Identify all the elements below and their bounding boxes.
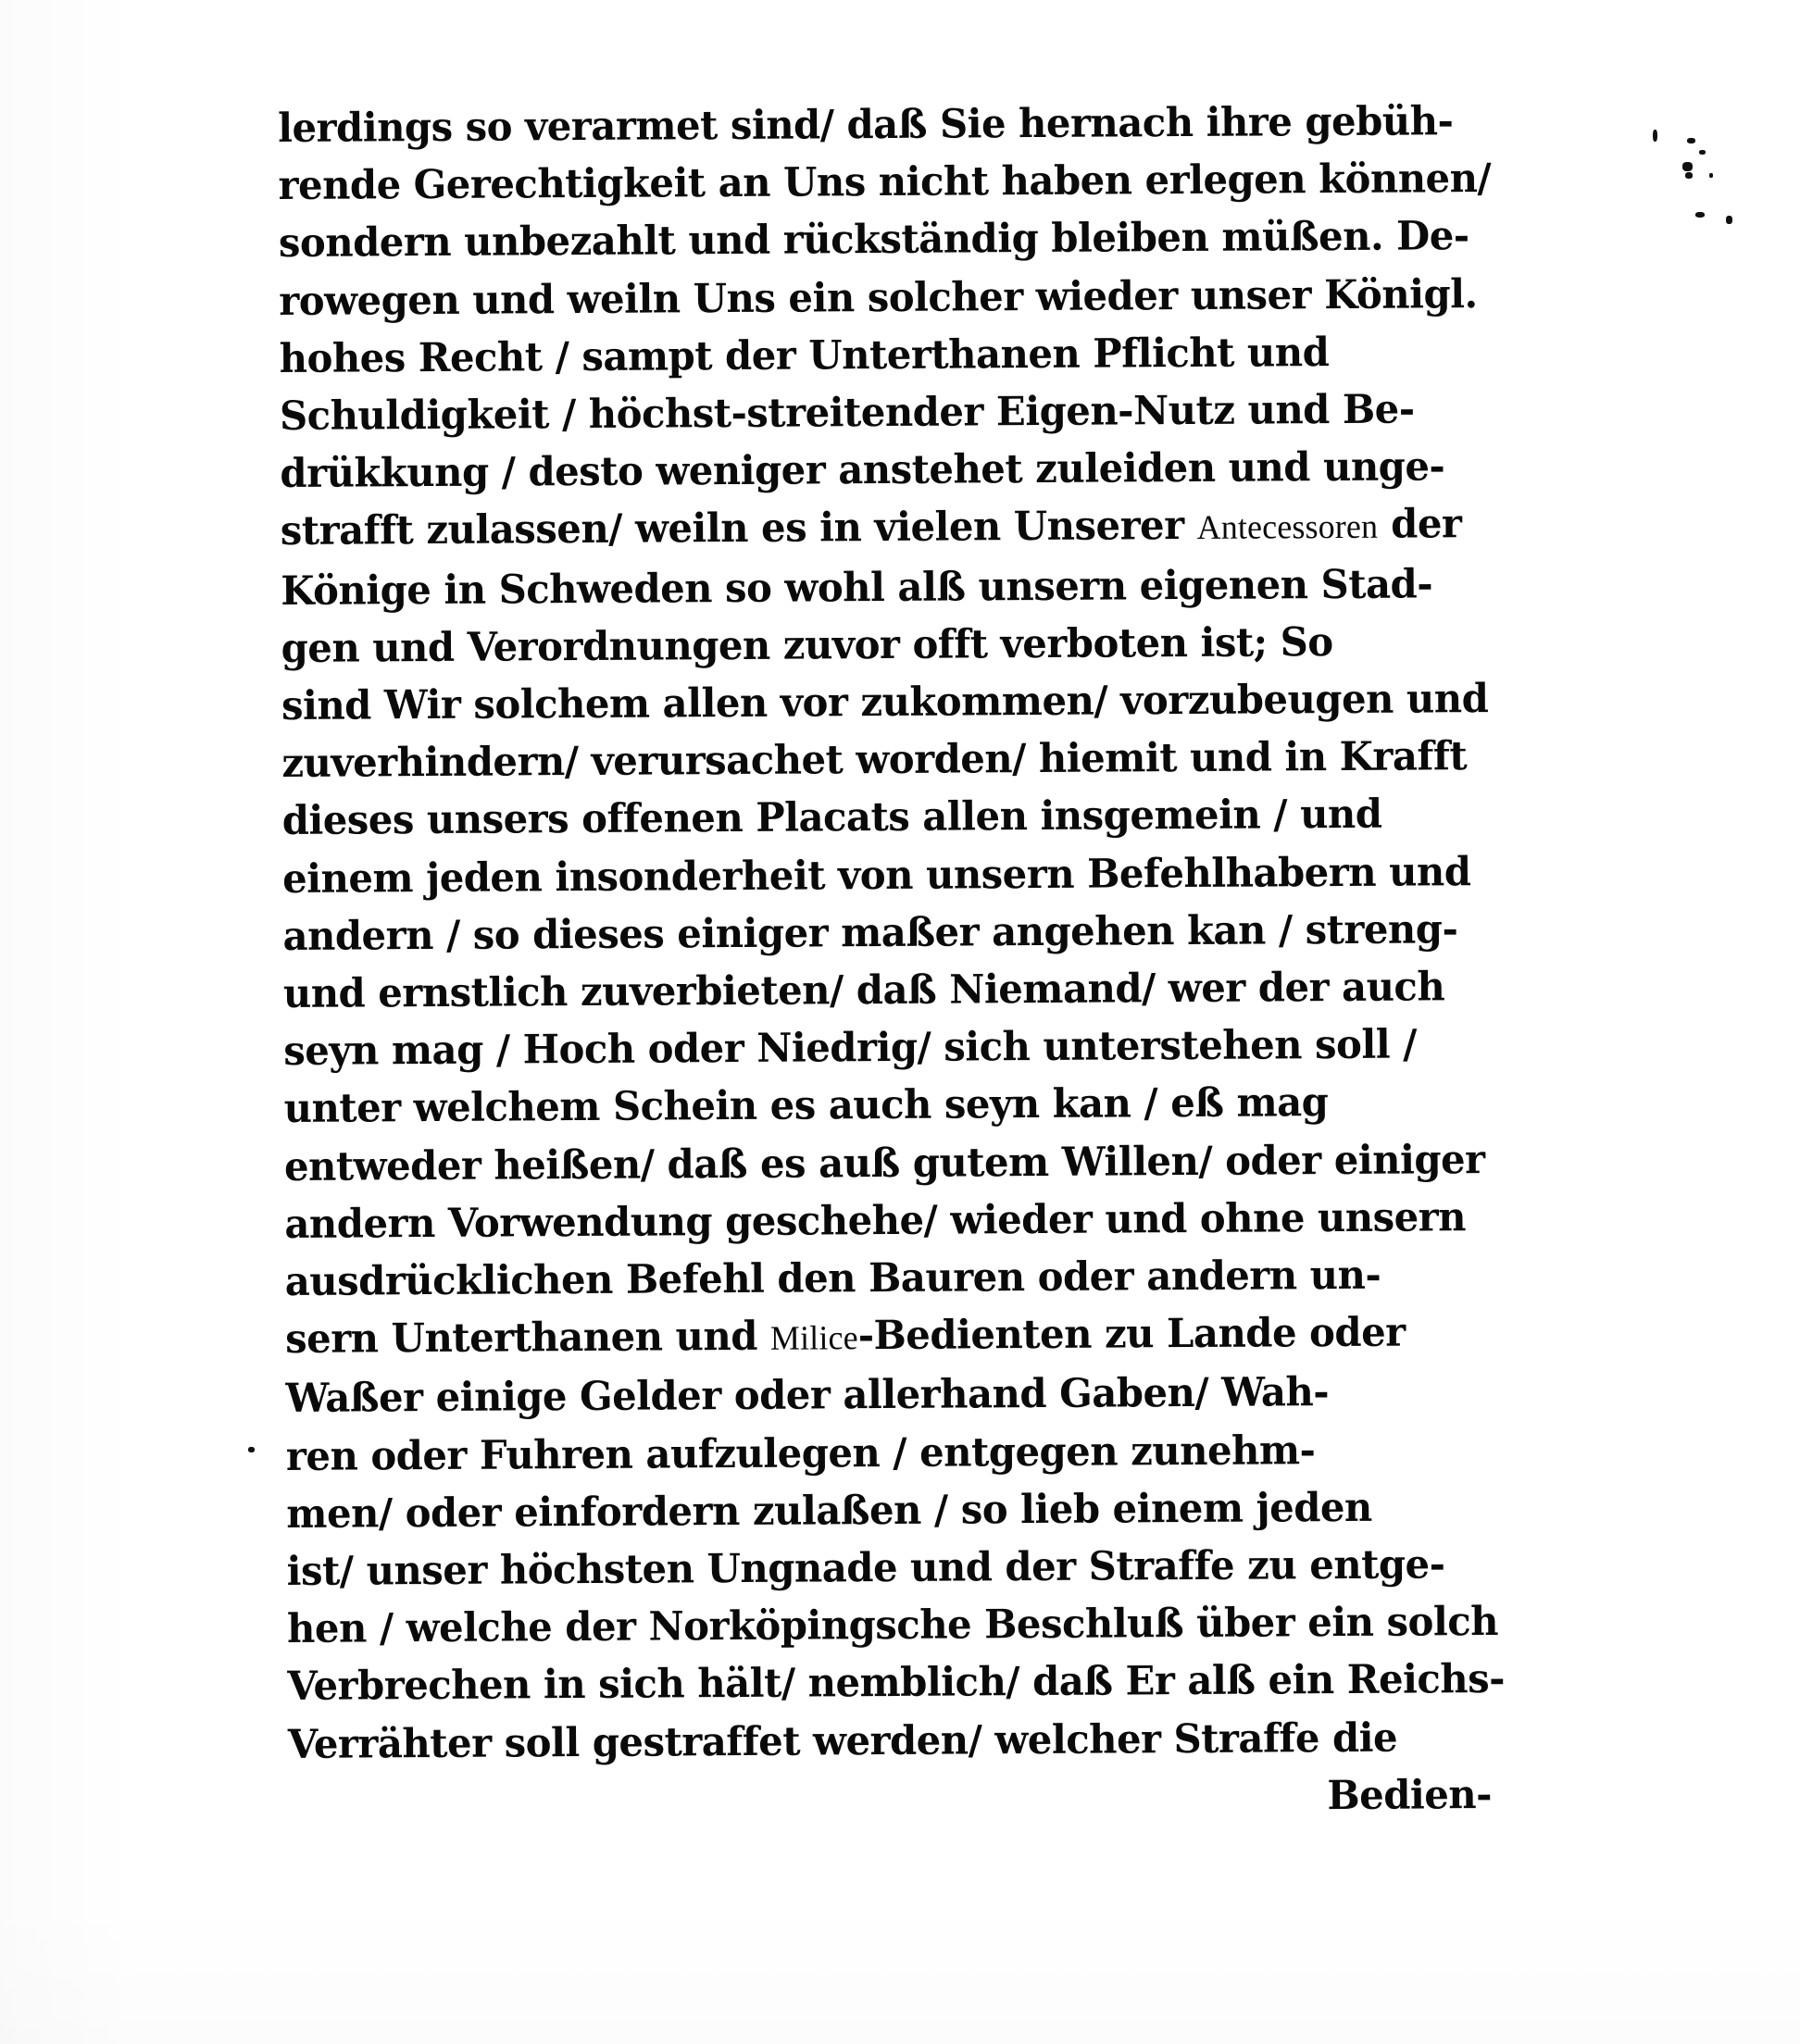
text-line: seyn mag / Hoch oder Niedrig/ sich unterstehen soll /: [283, 1021, 1418, 1076]
text-line-with-roman-insertion: sern Unterthanen und Milice-Bedienten zu Lande oder: [285, 1309, 1406, 1364]
roman-insertion: Antecessoren: [1196, 507, 1379, 547]
catchword: Bedien-: [1327, 1771, 1493, 1820]
page-edge-shading-bottom: [0, 1896, 1800, 2044]
text-line: rende Gerechtigkeit an Uns nicht haben erlegen können/: [278, 156, 1492, 210]
ink-speck: [1685, 172, 1693, 179]
text-line: ausdrücklichen Befehl den Bauren oder andern un-: [284, 1252, 1381, 1306]
text-line-with-roman-insertion: strafft zulassen/ weiln es in vielen Unserer Antecessoren der: [280, 501, 1462, 555]
text-line: hohes Recht / sampt der Unterthanen Pflicht und: [279, 329, 1330, 382]
text-line: Könige in Schweden so wohl alß unsern eigenen Stad-: [281, 561, 1433, 615]
roman-insertion: Milice: [769, 1318, 858, 1358]
text-line: ren oder Fuhren aufzulegen / entgegen zunehm-: [285, 1427, 1316, 1480]
text-line: lerdings so verarmet sind/ daß Sie hernach ihre gebüh-: [278, 98, 1454, 152]
ink-speck: [1695, 212, 1705, 218]
text-line: und ernstlich zuverbieten/ daß Niemand/ wer der auch: [282, 964, 1445, 1018]
text-line: einem jeden insonderheit von unsern Befehlhabern und: [281, 848, 1471, 903]
ink-speck: [1682, 162, 1693, 171]
text-line: andern Vorwendung geschehe/ wieder und ohne unsern: [284, 1194, 1467, 1248]
text-block: [278, 93, 1529, 1831]
ink-speck: [1699, 150, 1706, 155]
text-line: zuverhindern/ verursachet worden/ hiemit und in Krafft: [281, 733, 1468, 788]
text-line: Waßer einige Gelder oder allerhand Gaben/ Wah-: [285, 1369, 1330, 1423]
text-line: entweder heißen/ daß es auß gutem Willen/ oder einiger: [283, 1136, 1485, 1190]
text-line: sind Wir solchem allen vor zukommen/ vorzubeugen und: [281, 676, 1489, 730]
text-line: rowegen und weiln Uns ein solcher wieder unser Königl.: [279, 270, 1478, 325]
text-line: Verrähter soll gestraffet werden/ welcher Straffe die: [287, 1714, 1398, 1768]
text-line: drükkung / desto weniger anstehet zuleiden und unge-: [280, 443, 1445, 498]
text-line: hen / welche der Norköpingsche Beschluß über ein solch: [286, 1599, 1499, 1653]
text-line: dieses unsers offenen Placats allen insgemein / und: [281, 791, 1382, 845]
page-edge-shading-left: [0, 0, 139, 2044]
ink-speck: [1653, 130, 1657, 142]
ink-speck: [1709, 173, 1713, 178]
ink-speck: [1687, 138, 1695, 143]
text-line: Verbrechen in sich hält/ nemblich/ daß Er alß ein Reichs-: [287, 1656, 1506, 1711]
text-line: ist/ unser höchsten Ungnade und der Straffe zu entge-: [286, 1541, 1445, 1596]
text-line: andern / so dieses einiger maßer angehen kan / streng-: [282, 906, 1458, 960]
text-line: unter welchem Schein es auch seyn kan / eß mag: [283, 1079, 1329, 1133]
ink-speck: [248, 1447, 255, 1452]
text-line: men/ oder einfordern zulaßen / so lieb einem jeden: [286, 1484, 1372, 1538]
text-line: Schuldigkeit / höchst-streitender Eigen-Nutz und Be-: [279, 386, 1415, 441]
text-line: gen und Verordnungen zuvor offt verboten ist; So: [281, 618, 1333, 672]
text-line: sondern unbezahlt und rückständig bleiben müßen. De-: [278, 213, 1469, 268]
ink-speck: [1726, 216, 1732, 224]
